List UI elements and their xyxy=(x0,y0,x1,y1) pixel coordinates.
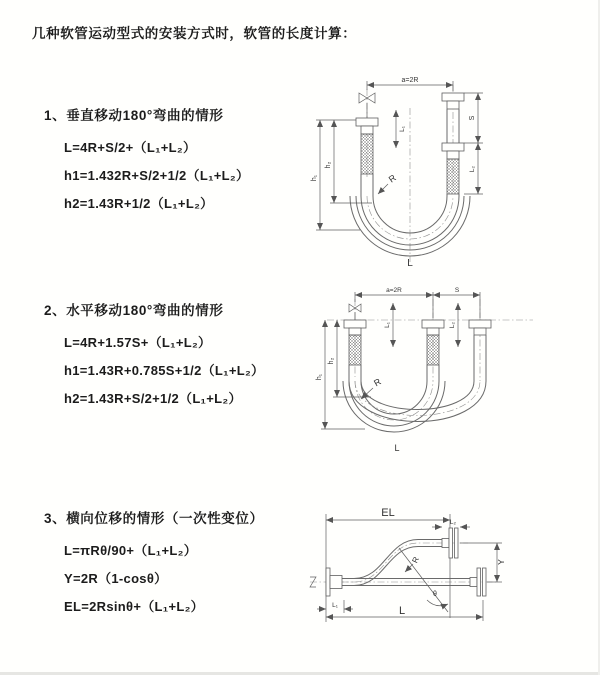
left-hose-fitting xyxy=(344,320,366,365)
label-el: EL xyxy=(381,507,395,519)
label-l1: L₁ xyxy=(399,126,406,132)
label-h2: h₂ xyxy=(325,161,332,169)
formula-l: L=4R+1.57S+（L₁+L₂） xyxy=(64,334,212,350)
dimension-l1 xyxy=(317,600,353,613)
label-a2r: a=2R xyxy=(401,77,419,84)
label-h2: h₂ xyxy=(328,357,335,365)
label-h1: h₁ xyxy=(311,174,318,182)
label-h1: h₁ xyxy=(316,373,323,381)
formula-h2: h2=1.43R+S/2+1/2（L₁+L₂） xyxy=(64,390,242,406)
dimension-l2 xyxy=(464,143,483,194)
dimension-el xyxy=(326,507,450,622)
valve-icon xyxy=(349,304,361,320)
formula-h1: h1=1.432R+S/2+1/2（L₁+L₂） xyxy=(64,167,250,183)
hose-u-bend-displaced xyxy=(349,381,486,422)
section-2-heading: 2、水平移动180°弯曲的情形 xyxy=(44,303,224,318)
valve-icon xyxy=(359,93,375,118)
formula-l: L=4R+S/2+（L₁+L₂） xyxy=(64,139,197,155)
diagram-horizontal-180-bend xyxy=(313,281,597,457)
centerlines xyxy=(367,85,453,262)
formula-l: L=πRθ/90+（L₁+L₂） xyxy=(64,542,197,558)
page-title: 几种软管运动型式的安装方式时，软管的长度计算： xyxy=(32,26,357,41)
label-r: R xyxy=(372,376,383,389)
left-hose-fitting xyxy=(356,118,378,174)
label-l2: L₂ xyxy=(449,519,457,526)
label-l-overall: L xyxy=(407,258,413,268)
label-l-overall: L xyxy=(394,443,400,453)
diagram-1-drawing xyxy=(308,70,586,268)
label-y: Y xyxy=(496,559,506,565)
section-1-heading: 1、垂直移动180°弯曲的情形 xyxy=(44,108,224,123)
dimension-a2r xyxy=(355,287,433,318)
label-r: R xyxy=(410,555,422,565)
radius-callout xyxy=(378,172,398,194)
section-3-heading: 3、横向位移的情形（一次性变位） xyxy=(44,511,264,526)
label-l2: L₂ xyxy=(469,165,476,173)
diagram-3-drawing xyxy=(296,500,598,648)
label-l2: L₂ xyxy=(449,321,456,329)
formula-h2: h2=1.43R+1/2（L₁+L₂） xyxy=(64,195,214,211)
label-r: R xyxy=(386,172,398,185)
dimension-l1 xyxy=(384,303,393,347)
label-theta: θ xyxy=(433,591,437,598)
diagram-vertical-180-bend xyxy=(308,70,586,268)
section-3-formulas xyxy=(44,535,264,619)
label-l1: L₁ xyxy=(384,322,391,328)
dimension-l1 xyxy=(396,110,406,148)
section-2-formulas xyxy=(44,327,264,411)
formula-h1: h1=1.43R+0.785S+1/2（L₁+L₂） xyxy=(64,362,265,378)
hose-u-bend-original xyxy=(343,365,445,432)
section-horizontal-180 xyxy=(44,299,264,411)
dimension-l2 xyxy=(449,303,458,347)
upper-flange xyxy=(442,528,458,558)
radius-callout xyxy=(361,376,383,399)
formula-el: EL=2Rsinθ+（L₁+L₂） xyxy=(64,598,204,614)
label-l: L xyxy=(398,605,406,617)
label-s: S xyxy=(469,115,476,121)
right-hose-fitting xyxy=(442,93,464,194)
formula-y: Y=2R（1-cosθ） xyxy=(64,570,168,586)
dimension-s xyxy=(464,93,483,143)
section-lateral-displacement xyxy=(44,507,264,619)
radius-callout xyxy=(405,555,421,572)
dimension-s xyxy=(433,287,480,318)
label-a2r: a=2R xyxy=(386,287,402,294)
diagram-lateral-displacement xyxy=(296,500,598,648)
diagram-2-drawing xyxy=(313,281,597,457)
middle-hose-fitting xyxy=(422,320,444,365)
angle-theta xyxy=(399,548,448,612)
label-l1: L₁ xyxy=(332,602,338,609)
section-vertical-180 xyxy=(44,104,249,216)
dimension-l xyxy=(326,600,483,621)
dimension-a2r xyxy=(367,77,453,91)
section-1-formulas xyxy=(44,132,249,216)
label-s: S xyxy=(454,287,460,294)
